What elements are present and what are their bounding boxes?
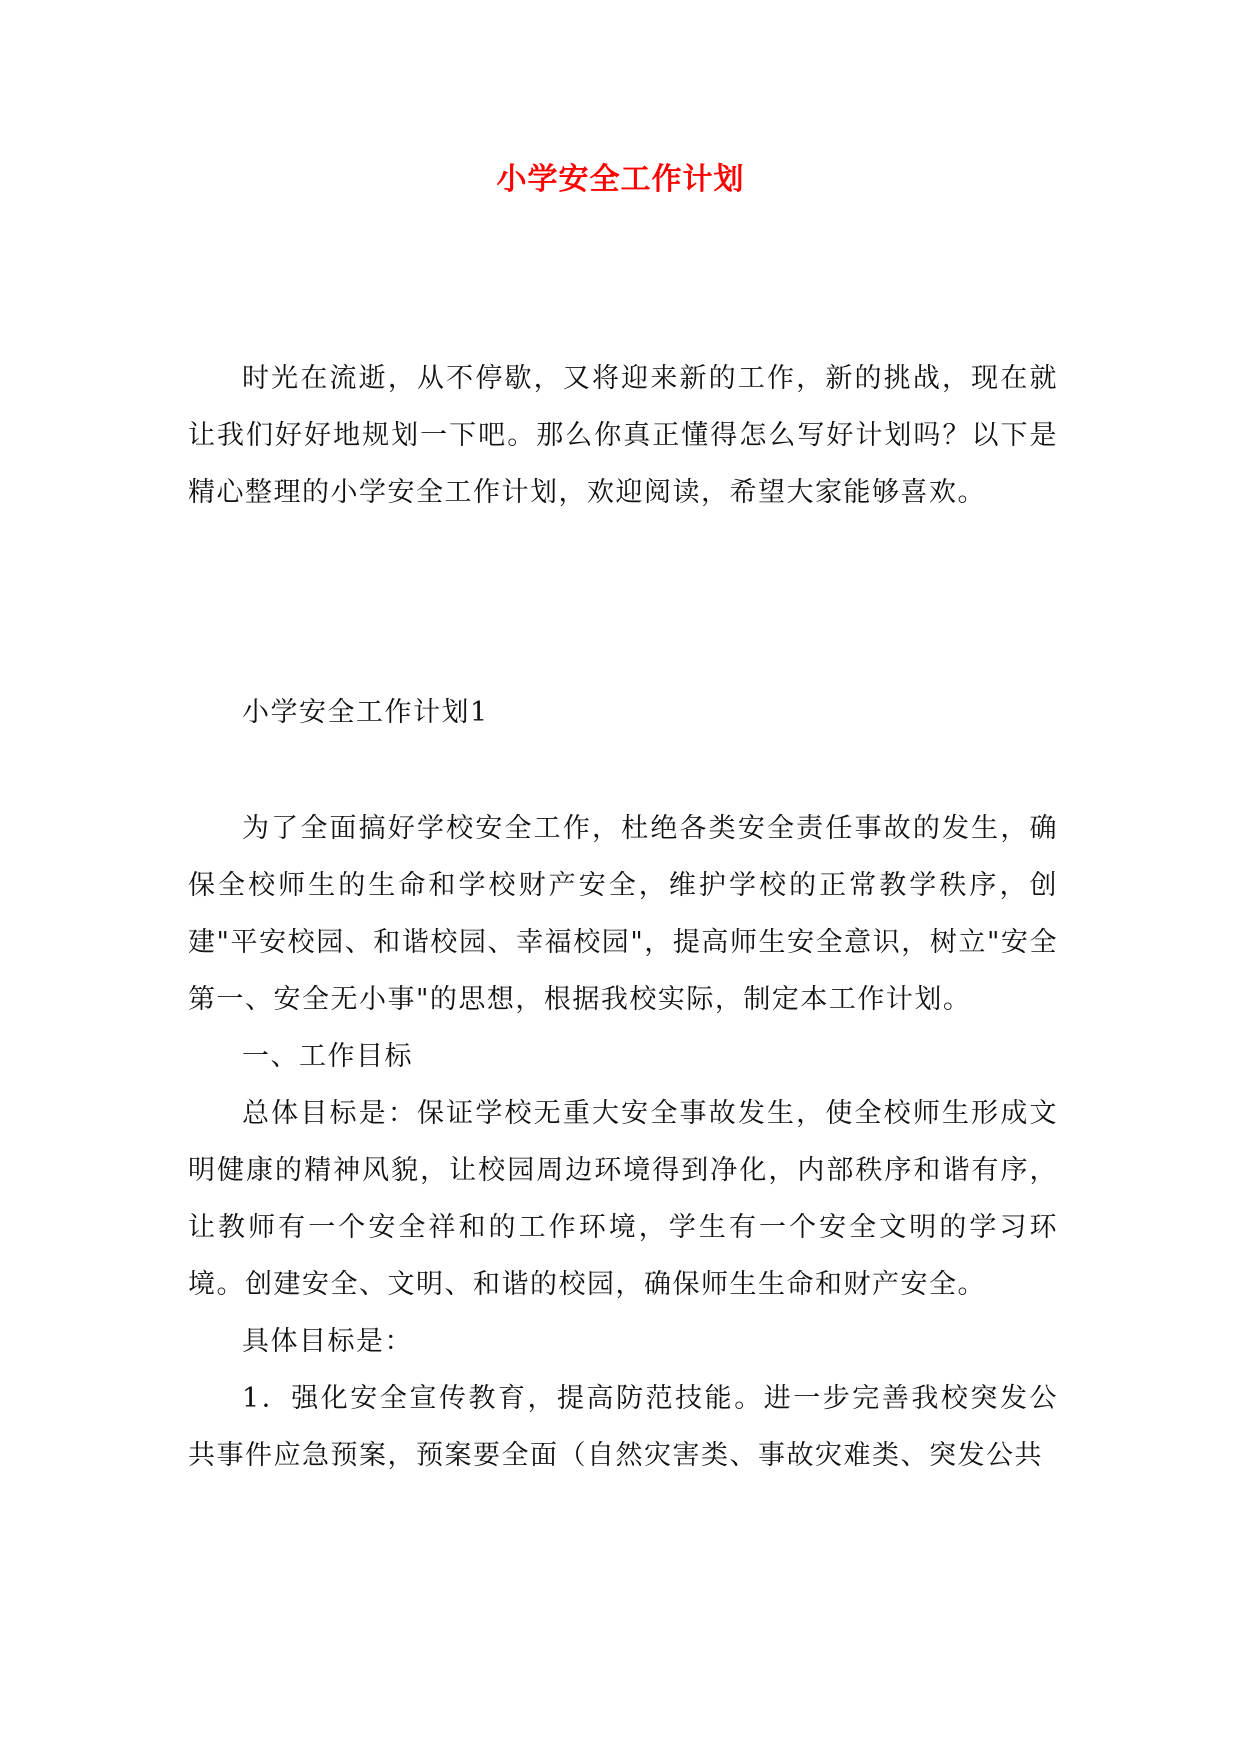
section-heading: 小学安全工作计划1 (242, 697, 489, 728)
intro-paragraph: 时光在流逝，从不停歇，又将迎来新的工作，新的挑战，现在就让我们好好地规划一下吧。那么你真正懂得怎么写好计划吗？以下是精心整理的小学安全工作计划，欢迎阅读，希望大家能够喜欢。 (188, 363, 1058, 508)
section-body (188, 800, 1058, 1484)
paragraph-overall-goal: 总体目标是：保证学校无重大安全事故发生，使全校师生形成文明健康的精神风貌，让校园周边环境得到净化，内部秩序和谐有序，让教师有一个安全祥和的工作环境，学生有一个安全文明的学习环境。创建安全、文明、和谐的校园，确保师生生命和财产安全。 (188, 1098, 1058, 1300)
paragraph-specific-goal-1: 1．强化安全宣传教育，提高防范技能。进一步完善我校突发公共事件应急预案，预案要全面（自然灾害类、事故灾难类、突发公共 (188, 1383, 1058, 1471)
document-title: 小学安全工作计划 (496, 162, 745, 197)
paragraph-goal-heading: 一、工作目标 (242, 1041, 413, 1072)
paragraph-specific-goal-label: 具体目标是： (242, 1326, 413, 1357)
paragraph-purpose: 为了全面搞好学校安全工作，杜绝各类安全责任事故的发生，确保全校师生的生命和学校财产安全，维护学校的正常教学秩序，创建"平安校园、和谐校园、幸福校园"，提高师生安全意识，树立"安全第一、安全无小事"的思想，根据我校实际，制定本工作计划。 (188, 813, 1058, 1015)
